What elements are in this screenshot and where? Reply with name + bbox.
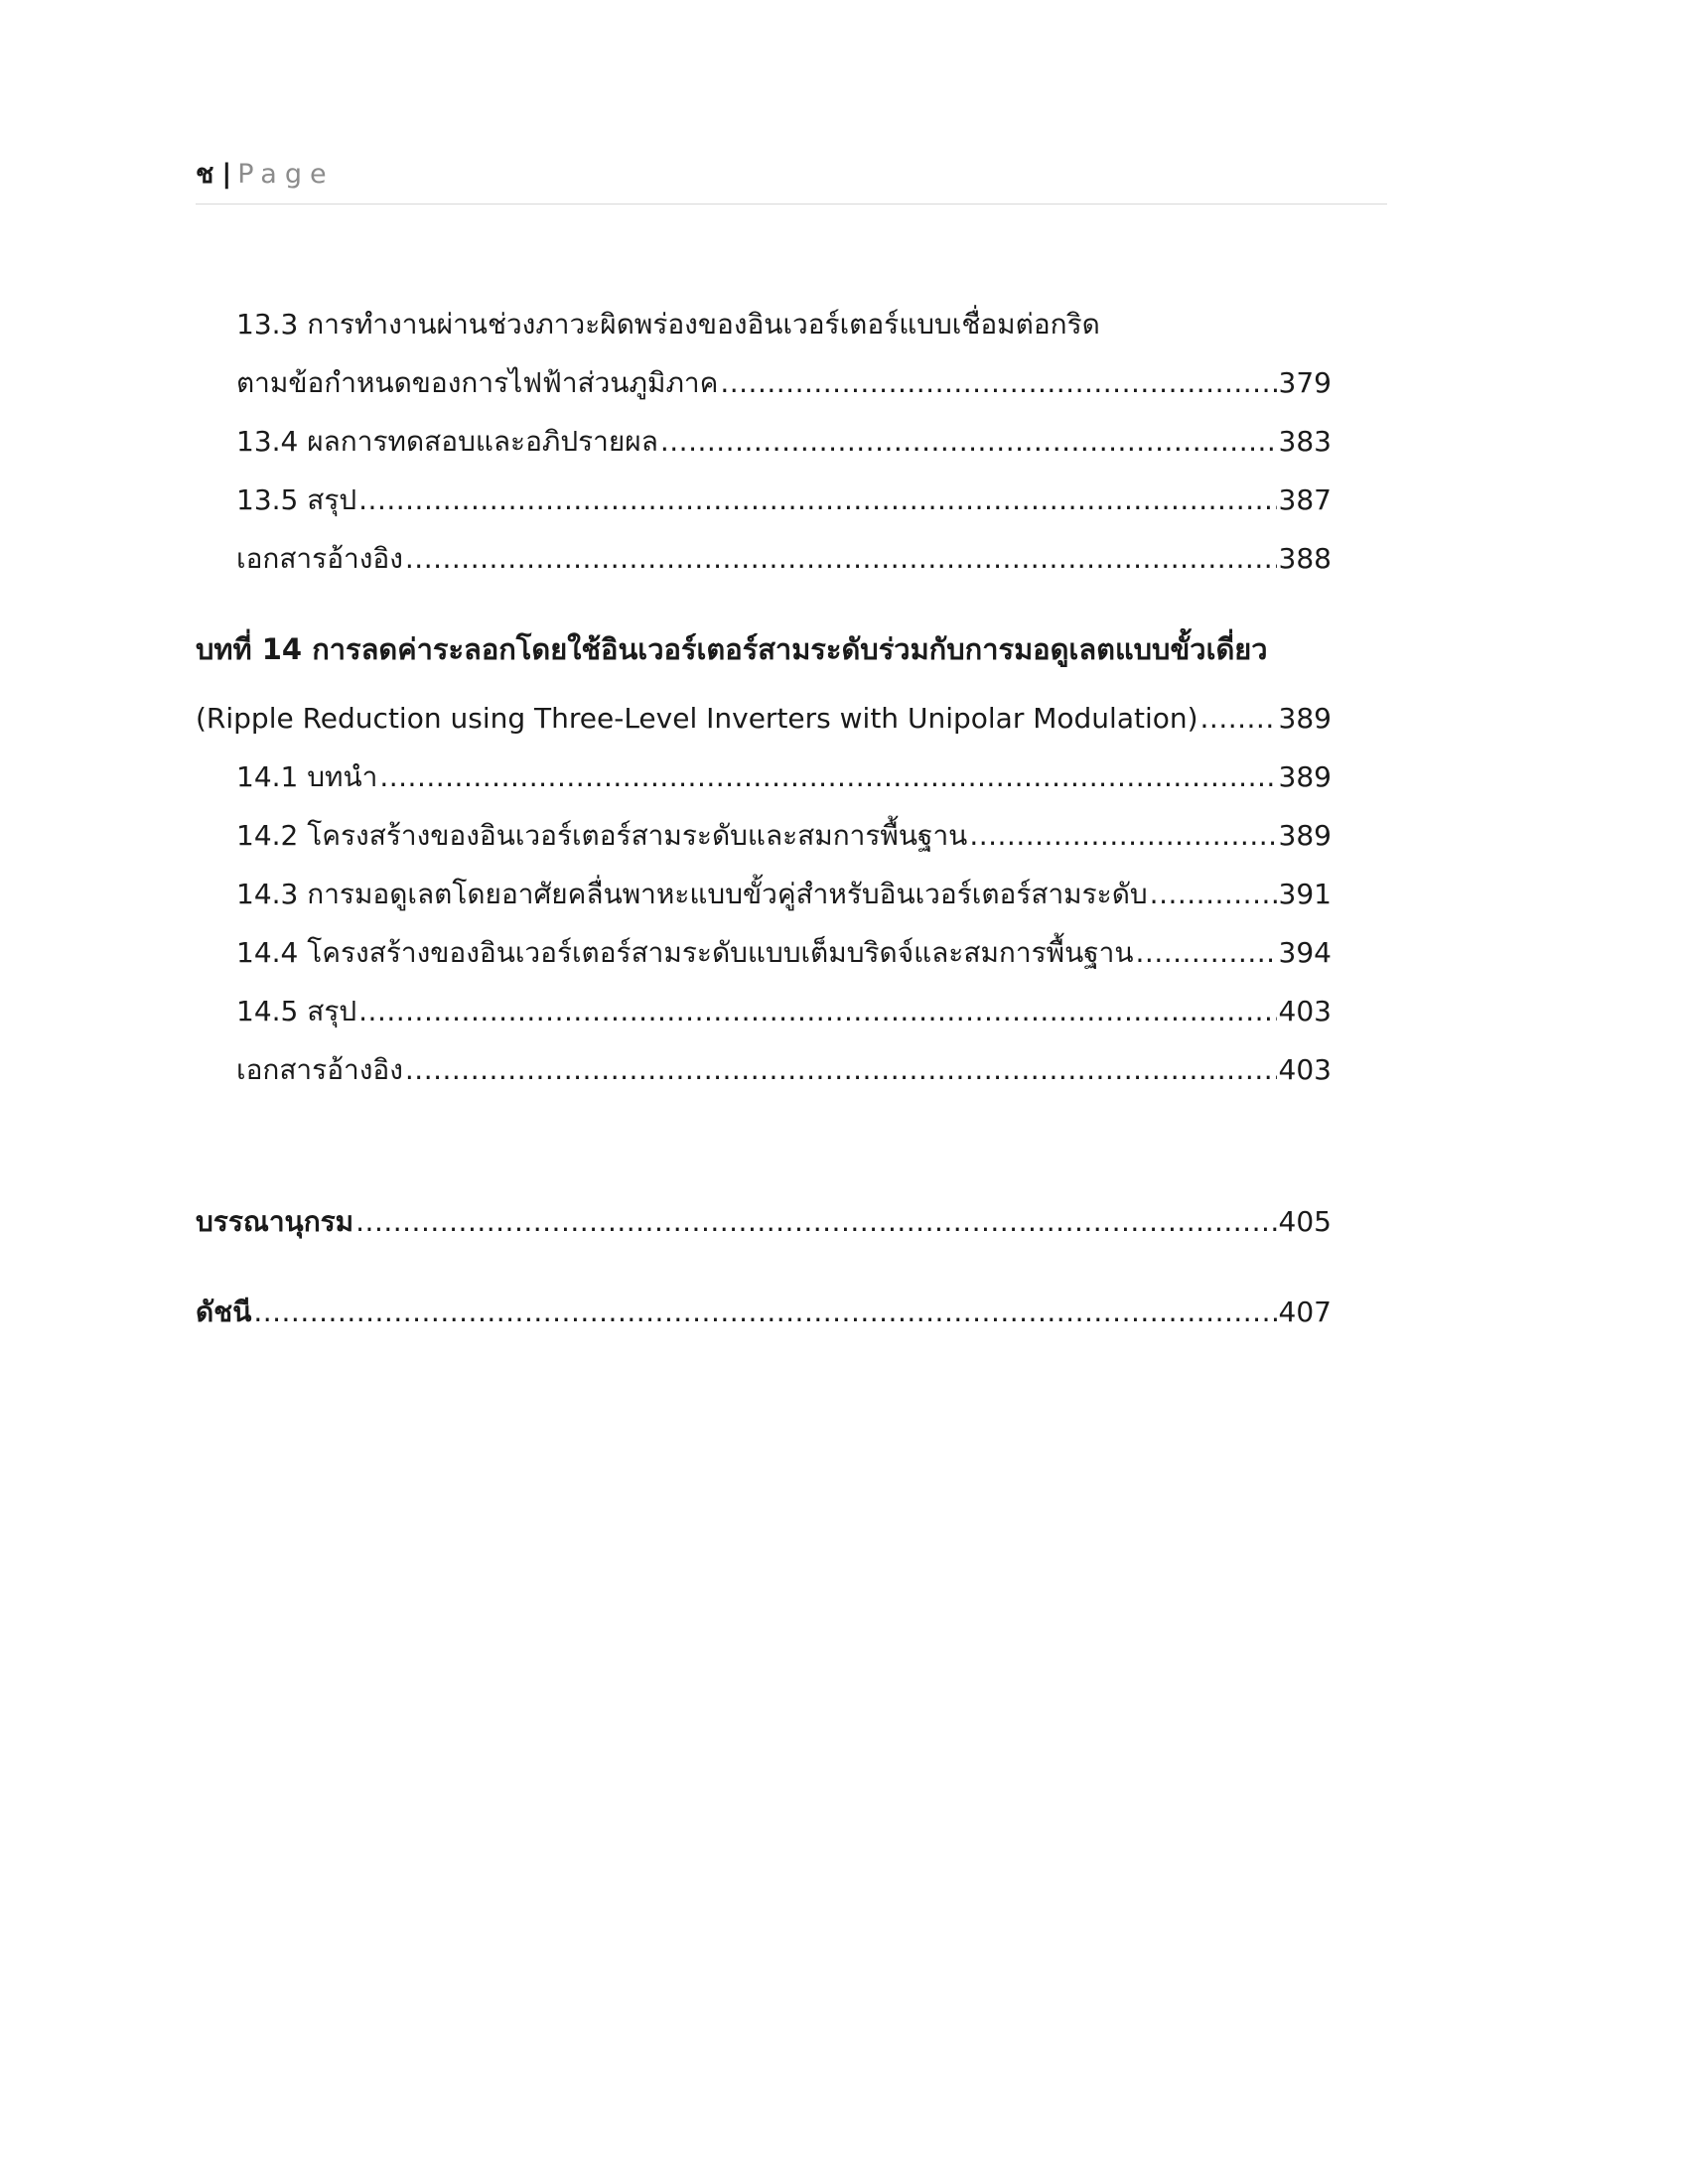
toc-entry-title: 14.1 บทนำ	[236, 760, 378, 793]
toc-entry-index[interactable]	[196, 1293, 1332, 1332]
header-page-number: ช	[196, 159, 214, 190]
toc-entry-page: 389	[1278, 819, 1332, 852]
toc-entry-references-13[interactable]	[236, 539, 1332, 579]
toc-dot-leader	[358, 992, 1276, 1031]
toc-dot-leader	[1150, 875, 1277, 914]
toc-entry-13-3-line2[interactable]	[236, 363, 1332, 403]
toc-entry-page: 383	[1278, 425, 1332, 458]
toc-entry-page: 403	[1278, 995, 1332, 1027]
toc-entry-13-4[interactable]	[236, 422, 1332, 462]
toc-dot-leader	[969, 816, 1276, 856]
toc-entry-title: (Ripple Reduction using Three-Level Inverters with Unipolar Modulation)	[196, 702, 1198, 735]
toc-dot-leader	[720, 363, 1276, 403]
toc-entry-page: 391	[1278, 878, 1332, 910]
toc-dot-leader	[1200, 699, 1277, 739]
toc-entry-title: เอกสารอ้างอิง	[236, 542, 403, 575]
chapter-14-heading[interactable]: บทที่ 14 การลดค่าระลอกโดยใช้อินเวอร์เตอร์สามระดับร่วมกับการมอดูเลตแบบขั้วเดี่ยว	[196, 632, 1268, 666]
toc-dot-leader	[405, 539, 1277, 579]
toc-entry-page: 405	[1278, 1205, 1332, 1238]
toc-entry-page: 403	[1278, 1053, 1332, 1086]
toc-entry-title: เอกสารอ้างอิง	[236, 1053, 403, 1086]
toc-entry-page: 379	[1278, 366, 1332, 399]
header-page-word: Page	[237, 159, 335, 190]
toc-dot-leader	[358, 480, 1276, 520]
toc-entry-title: 14.4 โครงสร้างของอินเวอร์เตอร์สามระดับแบบเต็มบริดจ์และสมการพื้นฐาน	[236, 936, 1134, 969]
toc-entry-14-3[interactable]	[236, 875, 1332, 914]
toc-entry-page: 388	[1278, 542, 1332, 575]
toc-entry-13-3-line1[interactable]	[236, 305, 1100, 344]
toc-entry-page: 389	[1278, 702, 1332, 735]
toc-entry-page: 394	[1278, 936, 1332, 969]
toc-dot-leader	[355, 1202, 1276, 1242]
toc-dot-leader	[379, 757, 1276, 797]
toc-entry-title: 14.3 การมอดูเลตโดยอาศัยคลื่นพาหะแบบขั้วคู่สำหรับอินเวอร์เตอร์สามระดับ	[236, 878, 1148, 910]
toc-entry-title: 13.5 สรุป	[236, 483, 357, 516]
toc-entry-page: 407	[1278, 1296, 1332, 1328]
toc-entry-14-4[interactable]	[236, 933, 1332, 973]
header-separator: |	[221, 159, 232, 190]
toc-dot-leader	[253, 1293, 1276, 1332]
toc-entry-14-2[interactable]	[236, 816, 1332, 856]
toc-dot-leader	[405, 1050, 1277, 1090]
page-header-text	[196, 155, 335, 195]
toc-dot-leader	[1136, 933, 1277, 973]
toc-entry-title: ดัชนี	[196, 1296, 252, 1328]
toc-entry-13-5[interactable]	[236, 480, 1332, 520]
toc-entry-title: บรรณานุกรม	[196, 1205, 354, 1238]
toc-entry-title: ตามข้อกำหนดของการไฟฟ้าส่วนภูมิภาค	[236, 366, 719, 399]
toc-entry-14-5[interactable]	[236, 992, 1332, 1031]
toc-dot-leader	[660, 422, 1277, 462]
toc-entry-14-1[interactable]	[236, 757, 1332, 797]
toc-entry-bibliography[interactable]	[196, 1202, 1332, 1242]
toc-entry-chapter-14-english[interactable]	[196, 699, 1332, 739]
toc-entry-title: 14.2 โครงสร้างของอินเวอร์เตอร์สามระดับและสมการพื้นฐาน	[236, 819, 968, 852]
page-header	[196, 149, 1387, 205]
toc-entry-page: 389	[1278, 760, 1332, 793]
toc-entry-page: 387	[1278, 483, 1332, 516]
toc-entry-title: 13.3 การทำงานผ่านช่วงภาวะผิดพร่องของอินเวอร์เตอร์แบบเชื่อมต่อกริด	[236, 308, 1100, 341]
toc-entry-title: 13.4 ผลการทดสอบและอภิปรายผล	[236, 425, 658, 458]
toc-entry-title: 14.5 สรุป	[236, 995, 357, 1027]
toc-entry-references-14[interactable]	[236, 1050, 1332, 1090]
